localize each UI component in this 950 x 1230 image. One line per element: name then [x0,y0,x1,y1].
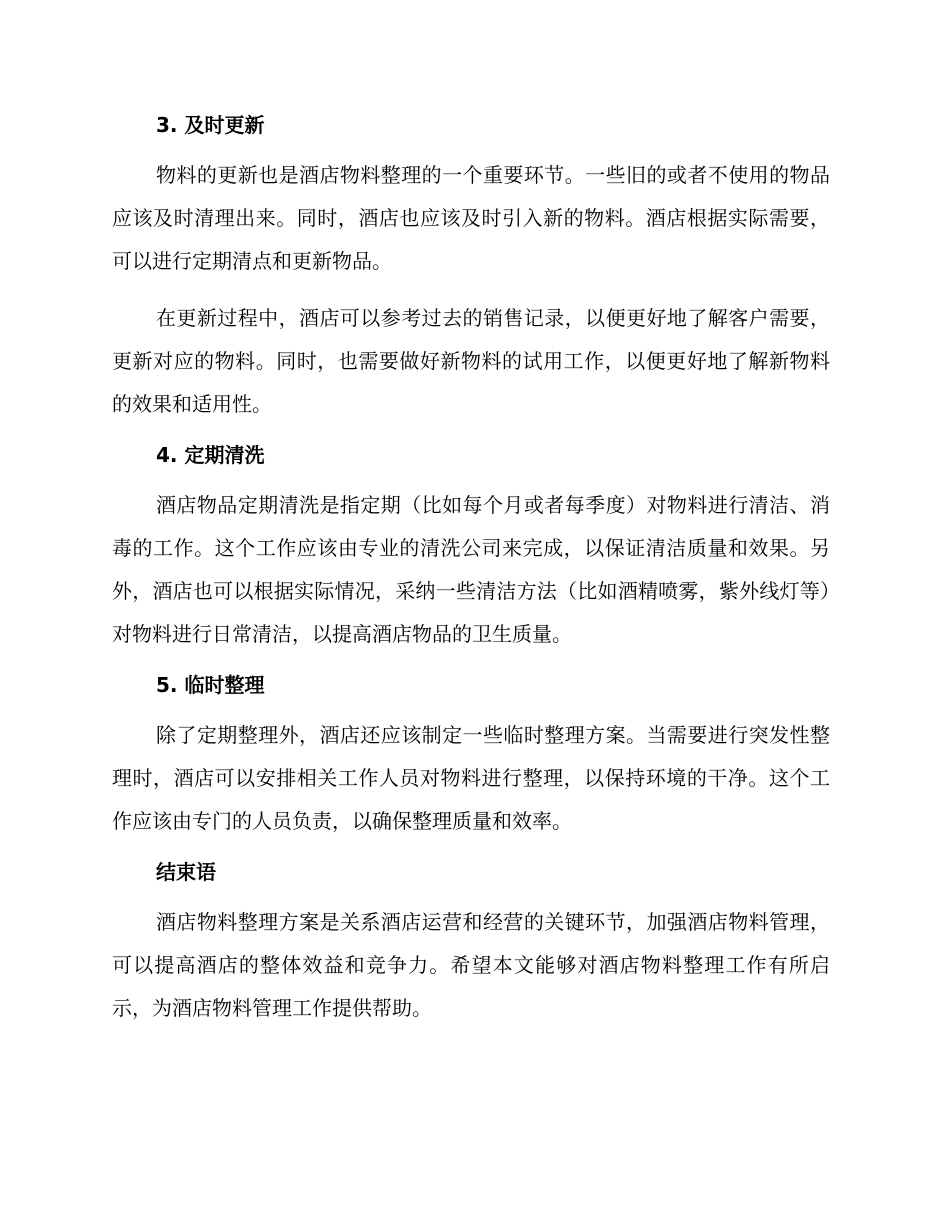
paragraph-cleaning-1: 酒店物品定期清洗是指定期（比如每个月或者每季度）对物料进行清洁、消毒的工作。这个工作应该由专业的清洗公司来完成，以保证清洁质量和效果。另外，酒店也可以根据实际情况，采纳一些清洁方法（比如酒精喷雾，紫外线灯等）对物料进行日常清洁，以提高酒店物品的卫生质量。 [112,493,830,646]
paragraph-conclusion-1: 酒店物料整理方案是关系酒店运营和经营的关键环节，加强酒店物料管理，可以提高酒店的整体效益和竞争力。希望本文能够对酒店物料整理工作有所启示，为酒店物料管理工作提供帮助。 [112,910,830,1020]
paragraph-update-1: 物料的更新也是酒店物料整理的一个重要环节。一些旧的或者不使用的物品应该及时清理出来。同时，酒店也应该及时引入新的物料。酒店根据实际需要，可以进行定期清点和更新物品。 [112,163,830,273]
section-heading-temporary: 5. 临时整理 [156,673,265,697]
paragraph-temporary-1: 除了定期整理外，酒店还应该制定一些临时整理方案。当需要进行突发性整理时，酒店可以安排相关工作人员对物料进行整理，以保持环境的干净。这个工作应该由专门的人员负责，以确保整理质量和效率。 [112,723,830,833]
section-heading-cleaning: 4. 定期清洗 [156,443,265,467]
section-heading-conclusion: 结束语 [156,860,216,884]
document-page [112,110,830,1044]
section-heading-update: 3. 及时更新 [156,113,265,137]
paragraph-update-2: 在更新过程中，酒店可以参考过去的销售记录，以便更好地了解客户需要，更新对应的物料。同时，也需要做好新物料的试用工作，以便更好地了解新物料的效果和适用性。 [112,306,830,416]
